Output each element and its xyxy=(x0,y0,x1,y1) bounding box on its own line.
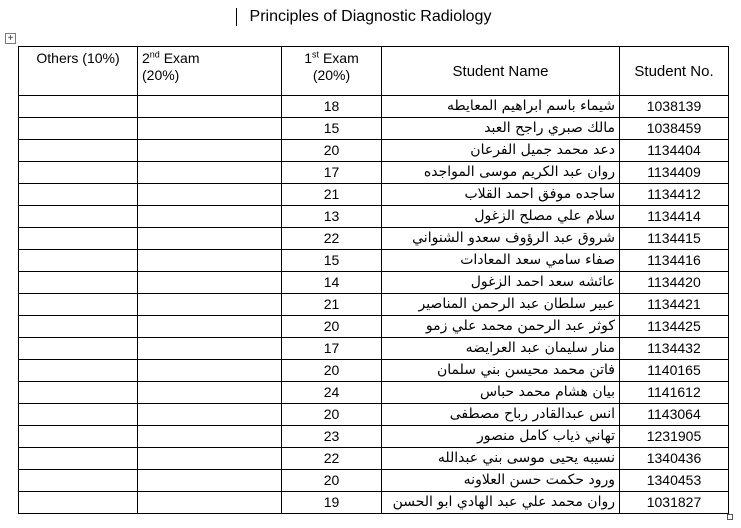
cell-others xyxy=(19,360,138,382)
cell-name: صفاء سامي سعد المعادات xyxy=(382,250,620,272)
cell-exam2 xyxy=(138,162,282,184)
table-row xyxy=(19,140,729,162)
cell-others xyxy=(19,470,138,492)
cell-exam2 xyxy=(138,382,282,404)
cell-exam1: 22 xyxy=(282,228,382,250)
cell-exam2 xyxy=(138,184,282,206)
cell-exam2 xyxy=(138,96,282,118)
table-resize-handle[interactable] xyxy=(727,514,733,520)
cell-exam2 xyxy=(138,492,282,514)
table-row xyxy=(19,250,729,272)
cell-others xyxy=(19,96,138,118)
cell-others xyxy=(19,382,138,404)
header-exam2-sup: nd xyxy=(149,49,160,60)
cell-others xyxy=(19,140,138,162)
table-row xyxy=(19,382,729,404)
cell-exam1: 20 xyxy=(282,140,382,162)
cell-others xyxy=(19,338,138,360)
cell-number: 1134415 xyxy=(620,228,729,250)
table-row xyxy=(19,184,729,206)
cell-exam1: 21 xyxy=(282,294,382,316)
header-exam2 xyxy=(138,47,282,96)
cell-others xyxy=(19,492,138,514)
cell-exam1: 17 xyxy=(282,162,382,184)
header-exam2-pct: (20%) xyxy=(142,67,180,83)
table-row xyxy=(19,96,729,118)
cell-number: 1134432 xyxy=(620,338,729,360)
table-move-handle-icon[interactable]: + xyxy=(5,33,16,44)
cell-exam1: 20 xyxy=(282,316,382,338)
cell-name: فاتن محمد محيسن بني سلمان xyxy=(382,360,620,382)
cell-number: 1134412 xyxy=(620,184,729,206)
cell-others xyxy=(19,228,138,250)
header-exam1-rest: Exam xyxy=(319,50,359,66)
cell-number: 1134420 xyxy=(620,272,729,294)
header-exam2-num: 2 xyxy=(142,50,150,66)
cell-others xyxy=(19,426,138,448)
cell-exam2 xyxy=(138,470,282,492)
cell-name: بيان هشام محمد حباس xyxy=(382,382,620,404)
table-row xyxy=(19,404,729,426)
cell-number: 1340436 xyxy=(620,448,729,470)
table-row xyxy=(19,470,729,492)
table-row xyxy=(19,162,729,184)
cell-number: 1143064 xyxy=(620,404,729,426)
cell-name: روان عبد الكريم موسى المواجده xyxy=(382,162,620,184)
cell-number: 1038139 xyxy=(620,96,729,118)
cell-name: منار سليمان عبد العرايضه xyxy=(382,338,620,360)
header-exam1 xyxy=(282,47,382,96)
header-student-number: Student No. xyxy=(620,47,729,96)
cell-others xyxy=(19,118,138,140)
cell-number: 1141612 xyxy=(620,382,729,404)
cell-exam2 xyxy=(138,404,282,426)
cell-exam1: 21 xyxy=(282,184,382,206)
cell-others xyxy=(19,272,138,294)
cell-exam2 xyxy=(138,250,282,272)
cell-exam2 xyxy=(138,294,282,316)
text-cursor xyxy=(236,8,237,26)
cell-exam2 xyxy=(138,272,282,294)
table-row xyxy=(19,118,729,140)
document-title: Principles of Diagnostic Radiology xyxy=(249,8,492,25)
cell-exam2 xyxy=(138,426,282,448)
cell-name: نسيبه يحيى موسى بني عبدالله xyxy=(382,448,620,470)
cell-number: 1134404 xyxy=(620,140,729,162)
cell-name: مالك صبري راجح العبد xyxy=(382,118,620,140)
cell-exam1: 15 xyxy=(282,118,382,140)
cell-others xyxy=(19,184,138,206)
cell-number: 1340453 xyxy=(620,470,729,492)
cell-exam1: 20 xyxy=(282,404,382,426)
cell-exam1: 19 xyxy=(282,492,382,514)
cell-exam2 xyxy=(138,316,282,338)
header-exam1-sup: st xyxy=(312,49,320,60)
cell-name: روان محمد علي عبد الهادي ابو الحسن xyxy=(382,492,620,514)
cell-exam2 xyxy=(138,448,282,470)
cell-name: دعد محمد جميل الفرعان xyxy=(382,140,620,162)
header-exam1-num: 1 xyxy=(304,50,313,66)
cell-number: 1038459 xyxy=(620,118,729,140)
grades-table xyxy=(18,46,729,514)
cell-others xyxy=(19,250,138,272)
cell-exam2 xyxy=(138,140,282,162)
cell-name: شروق عبد الرؤوف سعدو الشنواني xyxy=(382,228,620,250)
cell-exam1: 13 xyxy=(282,206,382,228)
table-row xyxy=(19,206,729,228)
cell-number: 1134414 xyxy=(620,206,729,228)
cell-exam1: 22 xyxy=(282,448,382,470)
table-row xyxy=(19,426,729,448)
cell-others xyxy=(19,294,138,316)
cell-exam2 xyxy=(138,118,282,140)
cell-exam1: 15 xyxy=(282,250,382,272)
cell-name: ساجده موفق احمد القلاب xyxy=(382,184,620,206)
cell-exam1: 23 xyxy=(282,426,382,448)
cell-name: عبير سلطان عبد الرحمن المناصير xyxy=(382,294,620,316)
table-header-row xyxy=(19,47,729,96)
table-row xyxy=(19,272,729,294)
header-exam1-pct: (20%) xyxy=(312,67,351,83)
cell-exam2 xyxy=(138,228,282,250)
cell-number: 1140165 xyxy=(620,360,729,382)
cell-name: انس عبدالقادر رباح مصطفى xyxy=(382,404,620,426)
cell-exam2 xyxy=(138,360,282,382)
cell-exam2 xyxy=(138,206,282,228)
cell-exam1: 18 xyxy=(282,96,382,118)
cell-exam1: 20 xyxy=(282,470,382,492)
table-row xyxy=(19,228,729,250)
cell-others xyxy=(19,316,138,338)
header-student-name: Student Name xyxy=(382,47,620,96)
header-others: Others (10%) xyxy=(19,47,138,96)
cell-number: 1134416 xyxy=(620,250,729,272)
table-row xyxy=(19,360,729,382)
cell-number: 1134425 xyxy=(620,316,729,338)
cell-exam2 xyxy=(138,338,282,360)
cell-name: عائشه سعد احمد الزغول xyxy=(382,272,620,294)
cell-number: 1134421 xyxy=(620,294,729,316)
table-row xyxy=(19,294,729,316)
cell-number: 1134409 xyxy=(620,162,729,184)
cell-name: كوثر عبد الرحمن محمد علي زمو xyxy=(382,316,620,338)
cell-number: 1231905 xyxy=(620,426,729,448)
cell-exam1: 14 xyxy=(282,272,382,294)
cell-exam1: 24 xyxy=(282,382,382,404)
cell-others xyxy=(19,162,138,184)
cell-others xyxy=(19,404,138,426)
cell-name: شيماء باسم ابراهيم المعايطه xyxy=(382,96,620,118)
table-row xyxy=(19,448,729,470)
cell-others xyxy=(19,448,138,470)
cell-number: 1031827 xyxy=(620,492,729,514)
cell-others xyxy=(19,206,138,228)
cell-exam1: 17 xyxy=(282,338,382,360)
cell-name: تهاني ذياب كامل منصور xyxy=(382,426,620,448)
cell-exam1: 20 xyxy=(282,360,382,382)
cell-name: ورود حكمت حسن العلاونه xyxy=(382,470,620,492)
table-row xyxy=(19,316,729,338)
header-exam2-rest: Exam xyxy=(159,50,200,66)
cell-name: سلام علي مصلح الزغول xyxy=(382,206,620,228)
table-row xyxy=(19,338,729,360)
table-row xyxy=(19,492,729,514)
